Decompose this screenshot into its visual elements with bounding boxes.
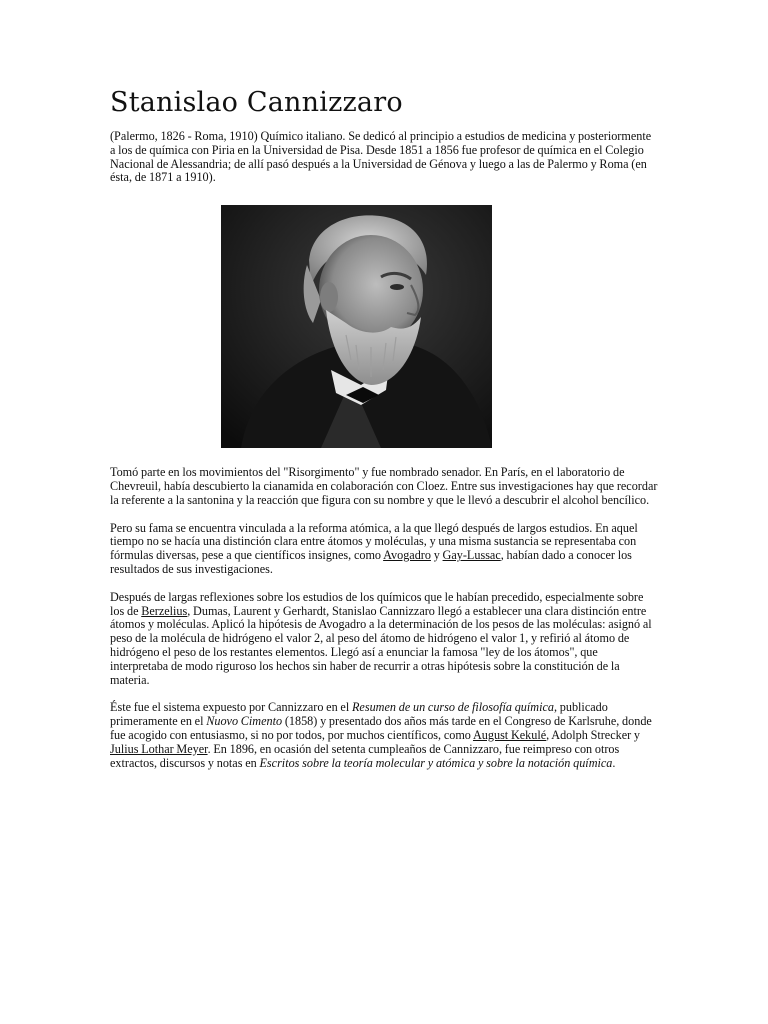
text-segment: , Adolph Strecker y: [546, 727, 641, 742]
paragraph-sistema: [110, 701, 658, 770]
page-title: Stanislao Cannizzaro: [110, 87, 403, 118]
portrait-container: [82, 205, 630, 448]
text-segment: .: [612, 755, 616, 770]
text-segment: , publicado primeramente en el: [110, 700, 608, 729]
link-gay-lussac[interactable]: Gay-Lussac: [442, 548, 501, 563]
title-escritos: Escritos sobre la teoría molecular y atómica y sobre la notación química: [259, 755, 613, 770]
text-segment: y: [430, 548, 443, 563]
title-nuovo-cimento: Nuovo Cimento: [206, 714, 283, 729]
paragraph-risorgimento: Tomó parte en los movimientos del "Risorgimento" y fue nombrado senador. En París, en el laboratorio de Chevreuil, había descubierto la cianamida en colaboración con Cloez. Entre sus investigaciones hay que recordar la referente a la santonina y la reacción que figura con su nombre y que le llevó a descubrir el alcohol bencílico.: [110, 465, 658, 507]
link-avogadro[interactable]: Avogadro: [383, 548, 431, 563]
article: [110, 86, 658, 784]
text-segment: (1858) y presentado dos años más tarde en el Congreso de Karlsruhe, donde fue acogido con entusiasmo, si no por todos, por muchos científicos, como: [110, 714, 652, 742]
intro-paragraph: (Palermo, 1826 - Roma, 1910) Químico italiano. Se dedicó al principio a estudios de medicina y posteriormente a los de química con Piria en la Universidad de Pisa. Desde 1851 a 1856 fue profesor de química en el Colegio Nacional de Alessandria; de allí pasó después a la Universidad de Génova y luego a las de Palermo y Roma (en ésta, de 1871 a 1910).: [110, 129, 652, 185]
text-segment: , Dumas, Laurent y Gerhardt, Stanislao Cannizzaro llegó a establecer una clara distinción entre átomos y moléculas. Aplicó la hipótesis de Avogadro a la determinación de los pesos de las moléculas: asignó al peso de la molécula de hidrógeno el valor 2, al peso del átomo de hidrógeno el valor 1, y refirió al átomo de hidrógeno el peso de los restantes elementos. Llegó así a enunciar la famosa "ley de los átomos", que interpretaba de modo riguroso los hechos sin haber de recurrir a otras hipótesis sobre la constitución de la materia.: [110, 603, 652, 687]
text-segment: Pero su fama se encuentra vinculada a la reforma atómica, a la que llegó después de largos estudios. En aquel tiempo no se hacía una distinción clara entre átomos y moléculas, y una misma sustancia se representaba con fórmulas diversas, pese a que científicos insignes, como: [110, 520, 638, 563]
text-segment: . En 1896, en ocasión del setenta cumpleaños de Cannizzaro, fue reimpreso con otros extractos, discursos y notas en: [110, 741, 620, 770]
link-berzelius[interactable]: Berzelius: [141, 603, 188, 618]
title-resumen: Resumen de un curso de filosofía química: [351, 700, 554, 715]
portrait-photo: [221, 205, 492, 448]
link-julius-lothar-meyer[interactable]: Julius Lothar Meyer: [110, 741, 208, 756]
text-segment: , habían dado a conocer los resultados de sus investigaciones.: [110, 548, 632, 576]
paragraph-ley-atomos: [110, 591, 658, 688]
link-august-kekule[interactable]: August Kekulé: [472, 727, 547, 742]
text-segment: Después de largas reflexiones sobre los estudios de los químicos que le habían precedido, especialmente sobre los de: [110, 589, 644, 618]
text-segment: Éste fue el sistema expuesto por Cannizzaro en el: [110, 700, 352, 715]
paragraph-reforma-atomica: [110, 522, 658, 577]
